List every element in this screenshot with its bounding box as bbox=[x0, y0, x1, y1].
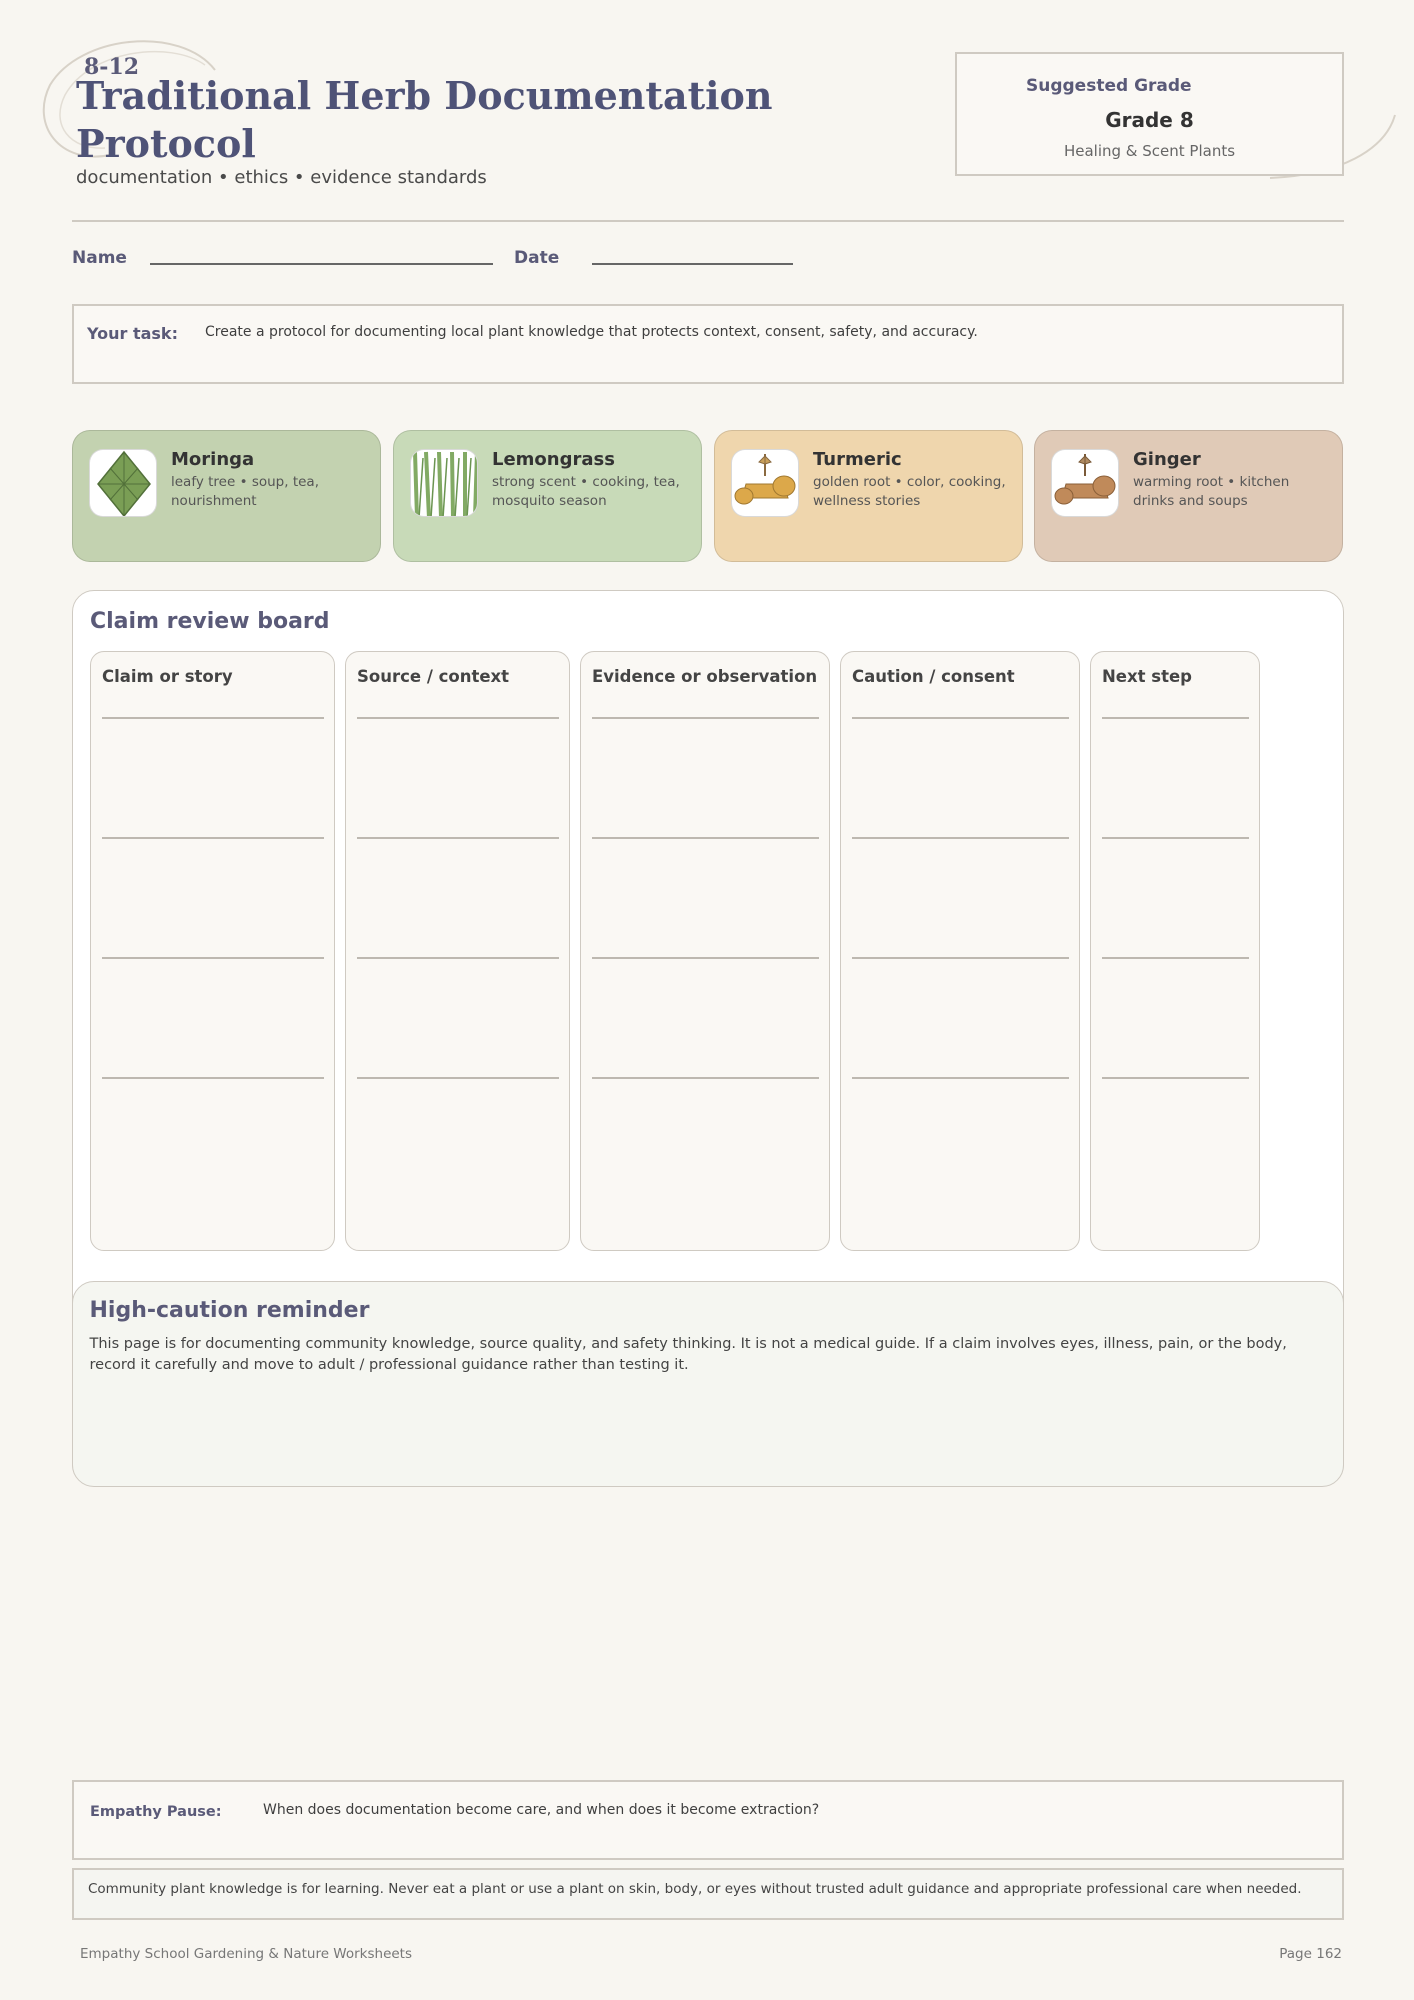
writing-line[interactable] bbox=[852, 717, 1069, 719]
high-caution-reminder bbox=[72, 1281, 1344, 1487]
safety-note-box bbox=[72, 1868, 1344, 1920]
plant-description: warming root • kitchen drinks and soups bbox=[1133, 474, 1290, 509]
plant-description: strong scent • cooking, tea, mosquito season bbox=[492, 474, 680, 509]
writing-line[interactable] bbox=[592, 717, 819, 719]
column-next-step bbox=[1090, 651, 1260, 1251]
writing-line[interactable] bbox=[592, 1077, 819, 1079]
safety-note-text: Community plant knowledge is for learning. Never eat a plant or use a plant on skin, body, or eyes without trusted adult guidance and appropriate professional care when needed. bbox=[88, 1881, 1302, 1897]
plant-description: golden root • color, cooking, wellness stories bbox=[813, 474, 1006, 509]
column-claim-or-story bbox=[90, 651, 335, 1251]
writing-line[interactable] bbox=[852, 837, 1069, 839]
suggested-grade-topic: Healing & Scent Plants bbox=[1063, 142, 1236, 160]
footer-page-number: Page 162 bbox=[1279, 1946, 1342, 1962]
writing-line[interactable] bbox=[852, 957, 1069, 959]
writing-line[interactable] bbox=[102, 1077, 324, 1079]
name-field[interactable] bbox=[150, 263, 493, 265]
writing-line[interactable] bbox=[357, 717, 559, 719]
plant-name: Lemongrass bbox=[492, 449, 615, 470]
plant-card-turmeric bbox=[714, 430, 1023, 562]
column-evidence-or-observation bbox=[580, 651, 830, 1251]
writing-line[interactable] bbox=[357, 1077, 559, 1079]
writing-line[interactable] bbox=[1102, 957, 1249, 959]
column-header: Source / context bbox=[357, 667, 510, 686]
writing-line[interactable] bbox=[1102, 1077, 1249, 1079]
caution-title: High-caution reminder bbox=[89, 1298, 370, 1323]
writing-line[interactable] bbox=[592, 957, 819, 959]
plant-description: leafy tree • soup, tea, nourishment bbox=[171, 474, 319, 509]
column-header: Evidence or observation bbox=[592, 667, 818, 686]
writing-line[interactable] bbox=[357, 957, 559, 959]
writing-line[interactable] bbox=[102, 717, 324, 719]
task-label: Your task: bbox=[87, 324, 178, 343]
writing-line[interactable] bbox=[102, 957, 324, 959]
suggested-grade-label: Suggested Grade bbox=[1026, 76, 1192, 96]
plant-name: Ginger bbox=[1133, 449, 1201, 470]
column-header: Next step bbox=[1102, 667, 1192, 686]
suggested-grade-value: Grade 8 bbox=[1105, 108, 1194, 132]
root-icon bbox=[1051, 449, 1119, 517]
writing-line[interactable] bbox=[1102, 717, 1249, 719]
page-subtitle: documentation • ethics • evidence standards bbox=[76, 167, 487, 188]
date-field[interactable] bbox=[592, 263, 793, 265]
suggested-grade-box bbox=[955, 52, 1344, 176]
root-icon bbox=[731, 449, 799, 517]
column-header: Caution / consent bbox=[852, 667, 1015, 686]
plant-card-lemongrass bbox=[393, 430, 702, 562]
writing-line[interactable] bbox=[592, 837, 819, 839]
column-caution-consent bbox=[840, 651, 1080, 1251]
plant-name: Turmeric bbox=[813, 449, 902, 470]
name-label: Name bbox=[72, 248, 127, 268]
task-box bbox=[72, 304, 1344, 384]
writing-line[interactable] bbox=[852, 1077, 1069, 1079]
plant-name: Moringa bbox=[171, 449, 255, 470]
column-header: Claim or story bbox=[102, 667, 233, 686]
claim-review-board bbox=[72, 590, 1344, 1486]
footer-series-title: Empathy School Gardening & Nature Worksheets bbox=[80, 1946, 413, 1962]
header-divider bbox=[72, 220, 1344, 222]
column-source-context bbox=[345, 651, 570, 1251]
empathy-pause-box bbox=[72, 1780, 1344, 1860]
grass-icon bbox=[410, 449, 478, 517]
date-label: Date bbox=[514, 248, 560, 268]
writing-line[interactable] bbox=[357, 837, 559, 839]
caution-text: This page is for documenting community knowledge, source quality, and safety thinking. It is not a medical guide. If a claim involves eyes, illness, pain, or the body, record it carefully and move to adult / professional guidance rather than testing it. bbox=[89, 1336, 1287, 1373]
writing-line[interactable] bbox=[102, 837, 324, 839]
plant-card-ginger bbox=[1034, 430, 1343, 562]
task-text: Create a protocol for documenting local plant knowledge that protects context, consent, safety, and accuracy. bbox=[205, 324, 978, 340]
empathy-pause-label: Empathy Pause: bbox=[90, 1804, 222, 1820]
board-title: Claim review board bbox=[90, 609, 330, 634]
writing-line[interactable] bbox=[1102, 837, 1249, 839]
page-title: Traditional Herb Documentation Protocol bbox=[76, 73, 773, 166]
empathy-pause-text: When does documentation become care, and when does it become extraction? bbox=[263, 1802, 820, 1818]
plant-card-moringa bbox=[72, 430, 381, 562]
leaf-icon bbox=[89, 449, 157, 517]
grade-range: 8-12 bbox=[84, 54, 140, 80]
